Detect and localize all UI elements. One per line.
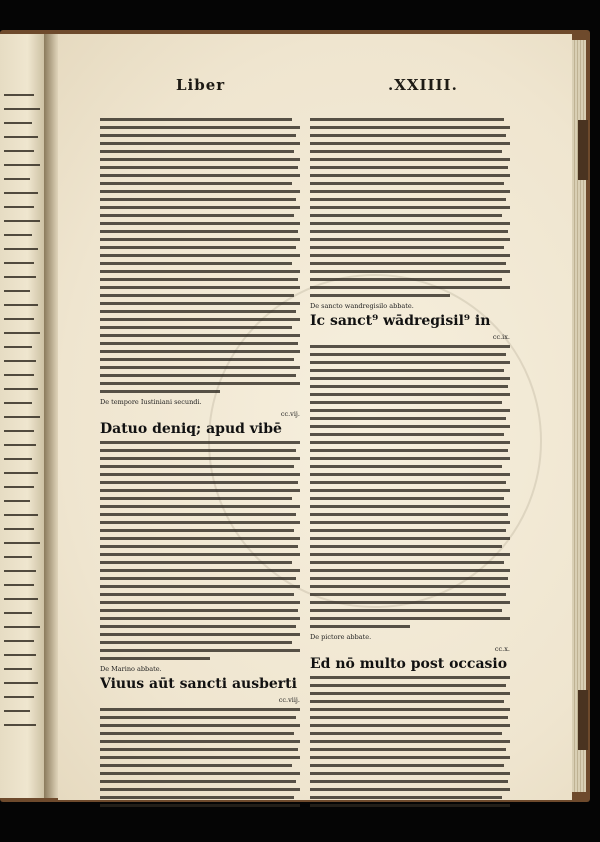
left-caption-2: De Marino abbate. <box>100 665 162 673</box>
left-text-column <box>100 118 300 808</box>
right-marginal-1: cc.ix. <box>492 333 510 341</box>
clasp-top <box>578 120 588 180</box>
right-section-heading-1 <box>310 314 510 329</box>
right-marginal-2: cc.x. <box>494 645 510 653</box>
right-page <box>58 34 572 800</box>
left-marginal-1: cc.vij. <box>280 410 300 418</box>
left-section-heading-1 <box>100 422 300 437</box>
left-marginal-2: cc.viij. <box>278 696 300 704</box>
right-heading-2-text: Ed nō multo post occasio <box>310 656 508 672</box>
left-page-edge <box>0 34 46 798</box>
left-section-heading-2 <box>100 677 300 692</box>
right-text-column <box>310 118 510 808</box>
running-head-left: Liber <box>176 76 226 94</box>
clasp-bottom <box>578 690 588 750</box>
left-caption-1: De tempore Iustiniani secundi. <box>100 398 202 406</box>
running-head-right: .XXIIII. <box>388 76 458 94</box>
right-caption-2: De pictore abbate. <box>310 633 372 641</box>
right-caption-1: De sancto wandregisilo abbate. <box>310 302 414 310</box>
right-heading-1-text: Ic sanct⁹ wādregisil⁹ in <box>310 313 491 329</box>
left-heading-2-text: Viuus aūt sancti ausberti <box>100 676 297 692</box>
right-section-heading-2 <box>310 657 510 672</box>
left-heading-1-text: Datuo deniq; apud vibē <box>100 421 282 437</box>
